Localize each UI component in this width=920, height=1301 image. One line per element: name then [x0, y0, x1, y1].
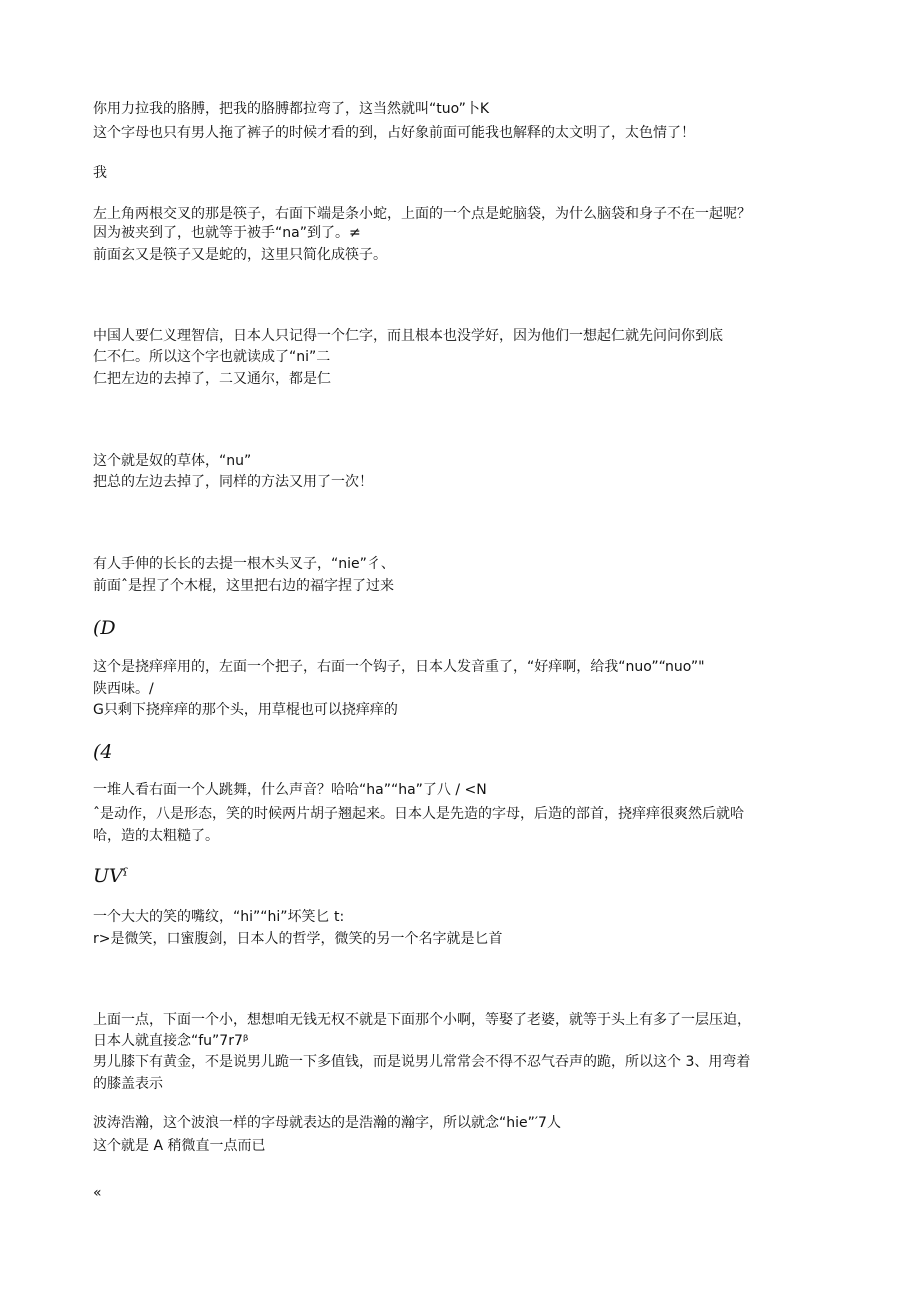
text-line: 把总的左边去掉了，同样的方法又用了一次！ — [93, 474, 373, 490]
kana-glyph: (4 — [93, 741, 113, 763]
text-line: 日本人就直接念“fu”7r7ᵝ — [93, 1033, 249, 1049]
text-line: r>是微笑，口蜜腹剑，日本人的哲学，微笑的另一个名字就是匕首 — [93, 931, 503, 947]
text-line: 这个就是 A 稍微直一点而已 — [93, 1138, 266, 1154]
text-line: 上面一点，下面一个小，想想咱无钱无权不就是下面那个小啊，等娶了老婆，就等于头上有多了一层压迫， — [93, 1012, 751, 1028]
text-line: 前面ˆ是捏了个木棍，这里把右边的福字捏了过来 — [93, 578, 394, 594]
kana-glyph: (D — [93, 617, 116, 639]
text-line: 有人手伸的长长的去提一根木头叉子，“nie”彳、 — [93, 556, 395, 572]
text-line: 的膝盖表示 — [93, 1076, 163, 1092]
text-line: 你用力拉我的胳膊，把我的胳膊都拉弯了，这当然就叫“tuo”卜K — [93, 101, 490, 117]
text-line: 哈，造的太粗糙了。 — [93, 828, 219, 844]
text-line: 这个就是奴的草体，“nu” — [93, 453, 252, 469]
text-line: 前面玄又是筷子又是蛇的，这里只简化成筷子。 — [93, 247, 387, 263]
text-line: ˆ是动作，八是形态，笑的时候两片胡子翘起来。日本人是先造的字母，后造的部首，挠痒痒很爽然后就哈 — [93, 806, 744, 822]
character-heading: 我 — [93, 165, 107, 181]
text-line: 中国人要仁义理智信，日本人只记得一个仁字，而且根本也没学好，因为他们一想起仁就先问问你到底 — [93, 328, 723, 344]
text-line: 男儿膝下有黄金，不是说男儿跪一下多值钱，而是说男儿常常会不得不忍气吞声的跪，所以这个 3、用弯着 — [93, 1054, 751, 1070]
text-line: 一个大大的笑的嘴纹，“hi”“hi”坏笑匕 t: — [93, 909, 345, 925]
text-line: 左上角两根交叉的那是筷子，右面下端是条小蛇，上面的一个点是蛇脑袋，为什么脑袋和身子不在一起呢？ — [93, 206, 751, 222]
text-line: 仁不仁。所以这个字也就读成了“ni”二 — [93, 349, 331, 365]
text-line: 仁把左边的去掉了，二又通尔，都是仁 — [93, 371, 331, 387]
text-line: 这个是挠痒痒用的，左面一个把子，右面一个钩子，日本人发音重了，“好痒啊，给我“nuo”“nuo”" — [93, 659, 705, 675]
text-line: 波涛浩瀚，这个波浪一样的字母就表达的是浩瀚的瀚字，所以就念“hie”′7人 — [93, 1115, 561, 1131]
trailing-mark: « — [93, 1185, 102, 1201]
text-line: 一堆人看右面一个人跳舞，什么声音？哈哈“ha”“ha”了八 / <N — [93, 782, 487, 798]
text-line: 因为被夹到了，也就等于被手“na”到了。≠ — [93, 225, 361, 241]
text-line: G只剩下挠痒痒的那个头，用草棍也可以挠痒痒的 — [93, 702, 398, 718]
text-line: 这个字母也只有男人拖了裤子的时候才看的到，占好象前面可能我也解释的太文明了，太色情了！ — [93, 125, 695, 141]
text-line: 陕西味。/ — [93, 681, 154, 697]
kana-glyph: UVˁ — [93, 865, 129, 887]
